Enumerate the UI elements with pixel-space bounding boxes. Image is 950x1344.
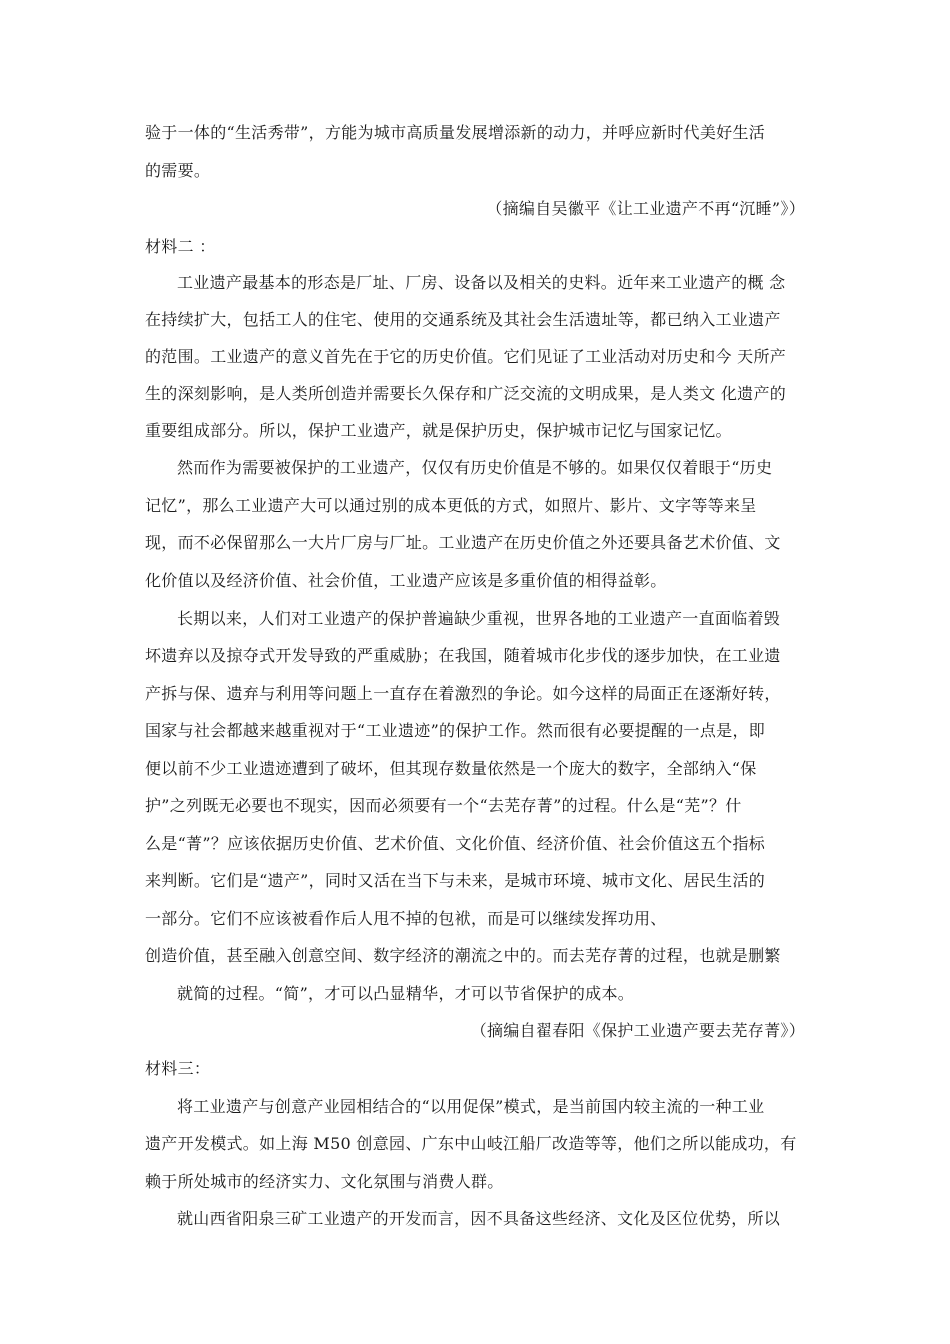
paragraph-line: 来判断。它们是“遗产”，同时又活在当下与未来，是城市环境、城市文化、居民生活的 [145,871,766,890]
paragraph-line: 在持续扩大，包括工人的住宅、使用的交通系统及其社会生活遗址等，都已纳入工业遗产 [145,310,781,329]
paragraph-line: 国家与社会都越来越重视对于“工业遗迹”的保护工作。然而很有必要提醒的一点是，即 [145,721,766,740]
paragraph-line: 一部分。它们不应该被看作后人甩不掉的包袱，而是可以继续发挥功用、 [145,909,667,928]
paragraph-line: 将工业遗产与创意产业园相结合的“以用促保”模式，是当前国内较主流的一种工业 [177,1097,765,1116]
paragraph-line: 化价值以及经济价值、社会价值，工业遗产应该是多重价值的相得益彰。 [145,571,667,590]
paragraph-line: 生的深刻影响，是人类所创造并需要长久保存和广泛交流的文明成果，是人类文 化遗产的 [145,384,787,403]
paragraph-line: 验于一体的“生活秀带”，方能为城市高质量发展增添新的动力，并呼应新时代美好生活 [145,123,766,142]
paragraph-line: 就山西省阳泉三矿工业遗产的开发而言，因不具备这些经济、文化及区位优势，所以 [177,1209,781,1228]
paragraph-line: 的需要。 [145,161,211,180]
paragraph-line: 坏遗弃以及掠夺式开发导致的严重威胁；在我国，随着城市化步伐的逐步加快，在工业遗 [145,646,781,665]
source-citation: （摘编自吴徽平《让工业遗产不再“沉睡”》） [486,199,805,218]
paragraph-line: 重要组成部分。所以，保护工业遗产，就是保护历史，保护城市记忆与国家记忆。 [145,421,732,440]
paragraph-line: 工业遗产最基本的形态是厂址、厂房、设备以及相关的史料。近年来工业遗产的概 念 [177,273,786,292]
paragraph-line: 遗产开发模式。如上海 M50 创意园、广东中山岐江船厂改造等等，他们之所以能成功，有 [145,1134,797,1153]
paragraph-line: 赖于所处城市的经济实力、文化氛围与消费人群。 [145,1172,504,1191]
paragraph-line: 现，而不必保留那么一大片厂房与厂址。工业遗产在历史价值之外还要具备艺术价值、文 [145,533,781,552]
paragraph-line: 的范围。工业遗产的意义首先在于它的历史价值。它们见证了工业活动对历史和今 天所产 [145,347,787,366]
section-heading: 材料三： [145,1059,211,1078]
paragraph-line: 长期以来，人们对工业遗产的保护普遍缺少重视，世界各地的工业遗产一直面临着毁 [177,609,781,628]
paragraph-line: 就简的过程。“简”，才可以凸显精华，才可以节省保护的成本。 [177,984,635,1003]
paragraph-line: 然而作为需要被保护的工业遗产，仅仅有历史价值是不够的。如果仅仅着眼于“历史 [177,458,773,477]
paragraph-line: 么是“菁”？应该依据历史价值、艺术价值、文化价值、经济价值、社会价值这五个指标 [145,834,766,853]
section-heading: 材料二 ： [145,237,216,256]
paragraph-line: 护”之列既无必要也不现实，因而必须要有一个“去芜存菁”的过程。什么是“芜”？什 [145,796,742,815]
paragraph-line: 创造价值，甚至融入创意空间、数字经济的潮流之中的。而去芜存菁的过程，也就是删繁 [145,946,781,965]
paragraph-line: 产拆与保、遗弃与利用等问题上一直存在着激烈的争论。如今这样的局面正在逐渐好转， [145,684,781,703]
paragraph-line: 记忆”，那么工业遗产大可以通过别的成本更低的方式，如照片、影片、文字等等来呈 [145,496,757,515]
source-citation: （摘编自翟春阳《保护工业遗产要去芜存菁》） [470,1021,805,1040]
paragraph-line: 便以前不少工业遗迹遭到了破坏，但其现存数量依然是一个庞大的数字，全部纳入“保 [145,759,757,778]
